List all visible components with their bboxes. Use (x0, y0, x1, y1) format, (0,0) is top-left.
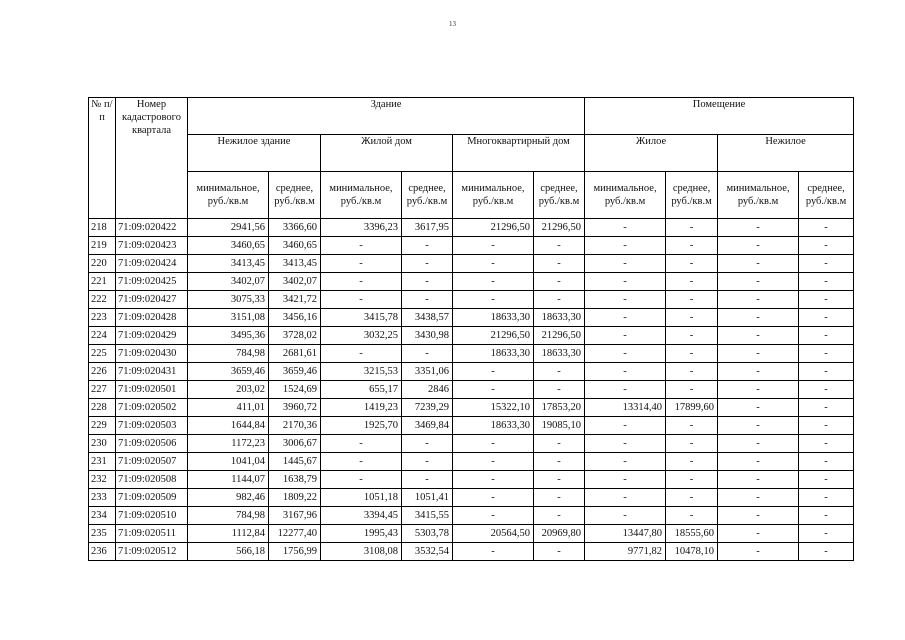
house-avg-cell: - (402, 453, 453, 471)
table-row (89, 291, 854, 309)
nonres-building-avg-cell: 2681,61 (269, 345, 321, 363)
nonres-building-min-cell: 1172,23 (188, 435, 269, 453)
house-avg-cell: 7239,29 (402, 399, 453, 417)
nonres-building-avg-cell: 3167,96 (269, 507, 321, 525)
nonres-building-avg-cell: 1638,79 (269, 471, 321, 489)
nonres-premises-min-cell: - (718, 345, 799, 363)
apartment-min-cell: 18633,30 (453, 345, 534, 363)
nonres-premises-min-cell: - (718, 507, 799, 525)
apartment-avg-cell: - (534, 273, 585, 291)
nonres-premises-min-cell: - (718, 363, 799, 381)
apartment-avg-cell: - (534, 471, 585, 489)
house-min-cell: - (321, 255, 402, 273)
house-avg-cell: 2846 (402, 381, 453, 399)
cadastral-number-cell: 71:09:020430 (116, 345, 188, 363)
house-min-cell: - (321, 291, 402, 309)
apartment-min-cell: - (453, 273, 534, 291)
nonres-building-min-cell: 203,02 (188, 381, 269, 399)
row-number-cell: 218 (89, 219, 116, 237)
apartment-min-cell: - (453, 489, 534, 507)
row-number-cell: 224 (89, 327, 116, 345)
nonres-building-avg-cell: 1524,69 (269, 381, 321, 399)
apartment-avg-cell: 19085,10 (534, 417, 585, 435)
res-premises-min-cell: 9771,82 (585, 543, 666, 561)
nonres-premises-min-cell: - (718, 219, 799, 237)
header-min: минимальное, руб./кв.м (585, 172, 666, 219)
res-premises-min-cell: - (585, 309, 666, 327)
house-avg-cell: - (402, 471, 453, 489)
cadastral-number-cell: 71:09:020431 (116, 363, 188, 381)
nonres-premises-min-cell: - (718, 255, 799, 273)
nonres-premises-avg-cell: - (799, 291, 854, 309)
nonres-premises-avg-cell: - (799, 417, 854, 435)
res-premises-avg-cell: - (666, 291, 718, 309)
res-premises-avg-cell: 17899,60 (666, 399, 718, 417)
apartment-min-cell: 21296,50 (453, 327, 534, 345)
res-premises-avg-cell: - (666, 237, 718, 255)
row-number-cell: 223 (89, 309, 116, 327)
table-row (89, 345, 854, 363)
house-avg-cell: - (402, 255, 453, 273)
nonres-premises-min-cell: - (718, 543, 799, 561)
nonres-building-min-cell: 3495,36 (188, 327, 269, 345)
res-premises-avg-cell: 18555,60 (666, 525, 718, 543)
row-number-cell: 235 (89, 525, 116, 543)
res-premises-min-cell: - (585, 237, 666, 255)
header-residential-premises: Жилое (585, 135, 718, 172)
res-premises-min-cell: - (585, 219, 666, 237)
cadastral-number-cell: 71:09:020427 (116, 291, 188, 309)
table-row (89, 543, 854, 561)
nonres-premises-min-cell: - (718, 471, 799, 489)
cadastral-number-cell: 71:09:020501 (116, 381, 188, 399)
nonres-premises-avg-cell: - (799, 345, 854, 363)
house-min-cell: 1419,23 (321, 399, 402, 417)
house-avg-cell: 3351,06 (402, 363, 453, 381)
header-house: Жилой дом (321, 135, 453, 172)
table-body (89, 219, 854, 561)
cadastral-number-cell: 71:09:020423 (116, 237, 188, 255)
header-building: Здание (188, 98, 585, 135)
nonres-building-min-cell: 411,01 (188, 399, 269, 417)
cadastral-number-cell: 71:09:020509 (116, 489, 188, 507)
apartment-avg-cell: - (534, 453, 585, 471)
res-premises-avg-cell: - (666, 363, 718, 381)
nonres-premises-min-cell: - (718, 327, 799, 345)
row-number-cell: 226 (89, 363, 116, 381)
table-row (89, 309, 854, 327)
apartment-avg-cell: 20969,80 (534, 525, 585, 543)
res-premises-min-cell: - (585, 255, 666, 273)
apartment-avg-cell: 17853,20 (534, 399, 585, 417)
apartment-min-cell: - (453, 507, 534, 525)
header-min: минимальное, руб./кв.м (321, 172, 402, 219)
row-number-cell: 225 (89, 345, 116, 363)
house-min-cell: 1925,70 (321, 417, 402, 435)
apartment-avg-cell: - (534, 381, 585, 399)
house-min-cell: - (321, 435, 402, 453)
header-min: минимальное, руб./кв.м (718, 172, 799, 219)
nonres-premises-min-cell: - (718, 291, 799, 309)
table-row (89, 237, 854, 255)
row-number-cell: 221 (89, 273, 116, 291)
nonres-premises-min-cell: - (718, 435, 799, 453)
nonres-premises-min-cell: - (718, 453, 799, 471)
res-premises-avg-cell: - (666, 471, 718, 489)
apartment-min-cell: - (453, 543, 534, 561)
apartment-avg-cell: - (534, 363, 585, 381)
nonres-premises-avg-cell: - (799, 543, 854, 561)
res-premises-min-cell: 13447,80 (585, 525, 666, 543)
nonres-premises-min-cell: - (718, 237, 799, 255)
nonres-building-avg-cell: 2170,36 (269, 417, 321, 435)
res-premises-avg-cell: - (666, 309, 718, 327)
cadastral-number-cell: 71:09:020425 (116, 273, 188, 291)
house-min-cell: 655,17 (321, 381, 402, 399)
header-nonresidential-building: Нежилое здание (188, 135, 321, 172)
table-row (89, 273, 854, 291)
row-number-cell: 229 (89, 417, 116, 435)
table-row (89, 525, 854, 543)
house-avg-cell: 1051,41 (402, 489, 453, 507)
nonres-premises-avg-cell: - (799, 273, 854, 291)
page-number: 13 (449, 20, 456, 28)
nonres-premises-avg-cell: - (799, 399, 854, 417)
nonres-building-min-cell: 784,98 (188, 345, 269, 363)
apartment-min-cell: - (453, 255, 534, 273)
house-avg-cell: 3469,84 (402, 417, 453, 435)
house-min-cell: 1995,43 (321, 525, 402, 543)
nonres-building-min-cell: 1041,04 (188, 453, 269, 471)
res-premises-min-cell: - (585, 327, 666, 345)
nonres-building-min-cell: 3413,45 (188, 255, 269, 273)
apartment-min-cell: - (453, 381, 534, 399)
nonres-premises-min-cell: - (718, 525, 799, 543)
apartment-min-cell: - (453, 453, 534, 471)
res-premises-avg-cell: - (666, 435, 718, 453)
cadastral-number-cell: 71:09:020503 (116, 417, 188, 435)
res-premises-avg-cell: - (666, 219, 718, 237)
nonres-premises-avg-cell: - (799, 525, 854, 543)
nonres-building-avg-cell: 3366,60 (269, 219, 321, 237)
nonres-premises-min-cell: - (718, 381, 799, 399)
nonres-premises-avg-cell: - (799, 327, 854, 345)
house-min-cell: 3396,23 (321, 219, 402, 237)
nonres-building-min-cell: 2941,56 (188, 219, 269, 237)
apartment-min-cell: - (453, 291, 534, 309)
res-premises-avg-cell: - (666, 417, 718, 435)
header-avg: среднее, руб./кв.м (269, 172, 321, 219)
apartment-avg-cell: 21296,50 (534, 219, 585, 237)
apartment-avg-cell: - (534, 543, 585, 561)
header-avg: среднее, руб./кв.м (534, 172, 585, 219)
house-min-cell: - (321, 453, 402, 471)
house-min-cell: 3032,25 (321, 327, 402, 345)
res-premises-min-cell: - (585, 381, 666, 399)
nonres-building-avg-cell: 3460,65 (269, 237, 321, 255)
row-number-cell: 233 (89, 489, 116, 507)
house-min-cell: - (321, 471, 402, 489)
nonres-building-avg-cell: 3728,02 (269, 327, 321, 345)
apartment-avg-cell: 18633,30 (534, 345, 585, 363)
row-number-cell: 236 (89, 543, 116, 561)
table-row (89, 255, 854, 273)
apartment-avg-cell: - (534, 507, 585, 525)
apartment-avg-cell: 21296,50 (534, 327, 585, 345)
apartment-avg-cell: - (534, 291, 585, 309)
table-row (89, 435, 854, 453)
house-min-cell: - (321, 345, 402, 363)
house-avg-cell: - (402, 273, 453, 291)
nonres-premises-min-cell: - (718, 489, 799, 507)
header-number: № п/п (89, 98, 116, 219)
table-row (89, 327, 854, 345)
row-number-cell: 227 (89, 381, 116, 399)
house-avg-cell: 3438,57 (402, 309, 453, 327)
nonres-premises-min-cell: - (718, 273, 799, 291)
header-premises: Помещение (585, 98, 854, 135)
nonres-building-min-cell: 3659,46 (188, 363, 269, 381)
nonres-building-avg-cell: 3006,67 (269, 435, 321, 453)
nonres-building-avg-cell: 1445,67 (269, 453, 321, 471)
cadastral-number-cell: 71:09:020502 (116, 399, 188, 417)
table-row (89, 417, 854, 435)
cadastral-number-cell: 71:09:020508 (116, 471, 188, 489)
res-premises-avg-cell: - (666, 489, 718, 507)
header-avg: среднее, руб./кв.м (666, 172, 718, 219)
table-row (89, 381, 854, 399)
cadastral-number-cell: 71:09:020422 (116, 219, 188, 237)
res-premises-min-cell: - (585, 273, 666, 291)
house-avg-cell: 3532,54 (402, 543, 453, 561)
apartment-avg-cell: 18633,30 (534, 309, 585, 327)
apartment-min-cell: - (453, 471, 534, 489)
nonres-premises-avg-cell: - (799, 471, 854, 489)
nonres-premises-min-cell: - (718, 309, 799, 327)
header-min: минимальное, руб./кв.м (453, 172, 534, 219)
res-premises-avg-cell: 10478,10 (666, 543, 718, 561)
res-premises-avg-cell: - (666, 345, 718, 363)
apartment-min-cell: 18633,30 (453, 417, 534, 435)
house-min-cell: 3394,45 (321, 507, 402, 525)
house-avg-cell: 3430,98 (402, 327, 453, 345)
header-avg: среднее, руб./кв.м (402, 172, 453, 219)
cadastral-value-table (88, 97, 854, 561)
nonres-building-avg-cell: 1809,22 (269, 489, 321, 507)
res-premises-min-cell: - (585, 291, 666, 309)
house-avg-cell: - (402, 435, 453, 453)
house-min-cell: - (321, 273, 402, 291)
nonres-building-min-cell: 784,98 (188, 507, 269, 525)
house-min-cell: 3108,08 (321, 543, 402, 561)
cadastral-number-cell: 71:09:020424 (116, 255, 188, 273)
header-apartment-building: Многоквартирный дом (453, 135, 585, 172)
nonres-building-min-cell: 566,18 (188, 543, 269, 561)
apartment-min-cell: - (453, 363, 534, 381)
house-min-cell: - (321, 237, 402, 255)
house-min-cell: 1051,18 (321, 489, 402, 507)
nonres-premises-avg-cell: - (799, 363, 854, 381)
cadastral-number-cell: 71:09:020429 (116, 327, 188, 345)
nonres-premises-avg-cell: - (799, 237, 854, 255)
nonres-premises-avg-cell: - (799, 381, 854, 399)
nonres-building-avg-cell: 3413,45 (269, 255, 321, 273)
apartment-min-cell: 21296,50 (453, 219, 534, 237)
apartment-avg-cell: - (534, 435, 585, 453)
nonres-building-min-cell: 3460,65 (188, 237, 269, 255)
nonres-premises-avg-cell: - (799, 453, 854, 471)
nonres-building-min-cell: 1112,84 (188, 525, 269, 543)
res-premises-avg-cell: - (666, 255, 718, 273)
house-avg-cell: - (402, 291, 453, 309)
res-premises-min-cell: - (585, 453, 666, 471)
cadastral-number-cell: 71:09:020511 (116, 525, 188, 543)
cadastral-number-cell: 71:09:020507 (116, 453, 188, 471)
row-number-cell: 231 (89, 453, 116, 471)
nonres-premises-avg-cell: - (799, 435, 854, 453)
apartment-min-cell: - (453, 237, 534, 255)
header-cadastral-quarter: Номер кадастрового квартала (116, 98, 188, 219)
res-premises-min-cell: 13314,40 (585, 399, 666, 417)
row-number-cell: 220 (89, 255, 116, 273)
res-premises-min-cell: - (585, 507, 666, 525)
row-number-cell: 232 (89, 471, 116, 489)
nonres-building-avg-cell: 3402,07 (269, 273, 321, 291)
res-premises-min-cell: - (585, 417, 666, 435)
house-avg-cell: 3617,95 (402, 219, 453, 237)
nonres-building-avg-cell: 12277,40 (269, 525, 321, 543)
res-premises-avg-cell: - (666, 453, 718, 471)
apartment-avg-cell: - (534, 237, 585, 255)
table-row (89, 363, 854, 381)
res-premises-avg-cell: - (666, 273, 718, 291)
nonres-premises-min-cell: - (718, 417, 799, 435)
row-number-cell: 228 (89, 399, 116, 417)
nonres-building-min-cell: 1644,84 (188, 417, 269, 435)
nonres-building-min-cell: 3151,08 (188, 309, 269, 327)
row-number-cell: 234 (89, 507, 116, 525)
apartment-min-cell: - (453, 435, 534, 453)
nonres-building-avg-cell: 3659,46 (269, 363, 321, 381)
table-row (89, 399, 854, 417)
cadastral-number-cell: 71:09:020506 (116, 435, 188, 453)
nonres-building-avg-cell: 3421,72 (269, 291, 321, 309)
nonres-premises-avg-cell: - (799, 309, 854, 327)
header-min: минимальное, руб./кв.м (188, 172, 269, 219)
nonres-building-avg-cell: 1756,99 (269, 543, 321, 561)
res-premises-avg-cell: - (666, 507, 718, 525)
nonres-building-avg-cell: 3960,72 (269, 399, 321, 417)
cadastral-number-cell: 71:09:020428 (116, 309, 188, 327)
res-premises-min-cell: - (585, 363, 666, 381)
nonres-premises-avg-cell: - (799, 255, 854, 273)
row-number-cell: 222 (89, 291, 116, 309)
header-avg: среднее, руб./кв.м (799, 172, 854, 219)
nonres-premises-avg-cell: - (799, 507, 854, 525)
table-row (89, 219, 854, 237)
res-premises-avg-cell: - (666, 327, 718, 345)
res-premises-min-cell: - (585, 489, 666, 507)
nonres-building-min-cell: 3075,33 (188, 291, 269, 309)
cadastral-number-cell: 71:09:020512 (116, 543, 188, 561)
nonres-building-min-cell: 3402,07 (188, 273, 269, 291)
nonres-premises-avg-cell: - (799, 489, 854, 507)
res-premises-min-cell: - (585, 471, 666, 489)
table-row (89, 507, 854, 525)
nonres-building-min-cell: 982,46 (188, 489, 269, 507)
apartment-min-cell: 15322,10 (453, 399, 534, 417)
nonres-building-min-cell: 1144,07 (188, 471, 269, 489)
table-row (89, 471, 854, 489)
header-nonresidential-premises: Нежилое (718, 135, 854, 172)
row-number-cell: 230 (89, 435, 116, 453)
nonres-premises-avg-cell: - (799, 219, 854, 237)
table-row (89, 489, 854, 507)
house-avg-cell: 5303,78 (402, 525, 453, 543)
apartment-avg-cell: - (534, 489, 585, 507)
apartment-avg-cell: - (534, 255, 585, 273)
house-avg-cell: 3415,55 (402, 507, 453, 525)
table-row (89, 453, 854, 471)
house-min-cell: 3415,78 (321, 309, 402, 327)
res-premises-min-cell: - (585, 345, 666, 363)
apartment-min-cell: 20564,50 (453, 525, 534, 543)
nonres-building-avg-cell: 3456,16 (269, 309, 321, 327)
row-number-cell: 219 (89, 237, 116, 255)
res-premises-avg-cell: - (666, 381, 718, 399)
house-avg-cell: - (402, 237, 453, 255)
cadastral-number-cell: 71:09:020510 (116, 507, 188, 525)
res-premises-min-cell: - (585, 435, 666, 453)
house-avg-cell: - (402, 345, 453, 363)
nonres-premises-min-cell: - (718, 399, 799, 417)
apartment-min-cell: 18633,30 (453, 309, 534, 327)
house-min-cell: 3215,53 (321, 363, 402, 381)
